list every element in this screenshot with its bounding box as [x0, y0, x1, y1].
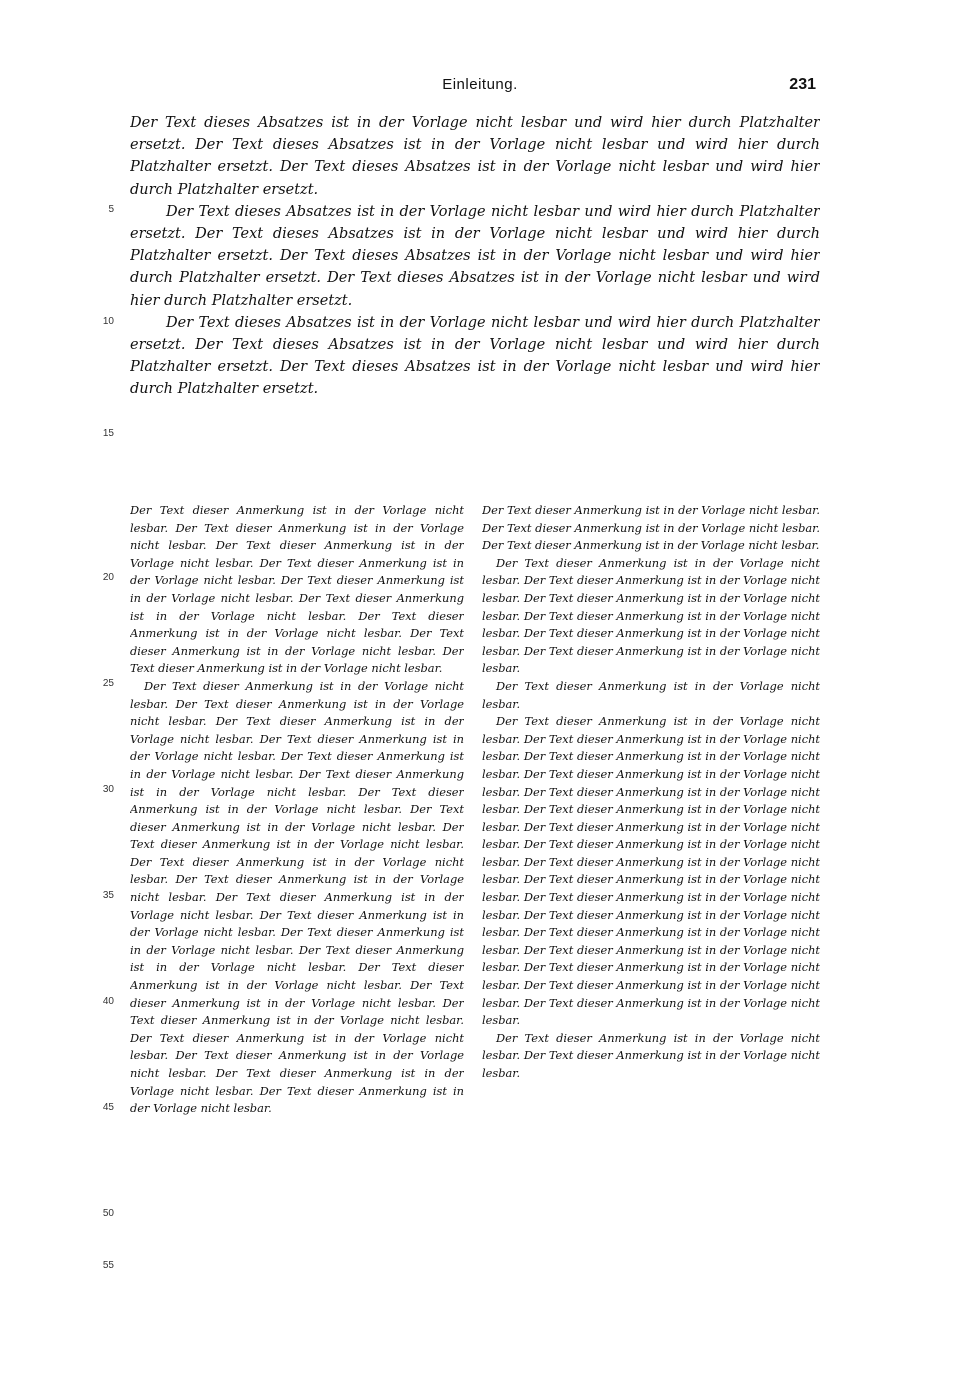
footnote: Der Text dieser Anmerkung ist in der Vorlage nicht lesbar. Der Text dieser Anmerkung ist in der Vorlage nicht lesbar. Der Text dieser Anmerkung ist in der Vorlage nicht lesbar. Der Text dieser Anmerkung ist in der Vorlage nicht lesbar. Der Text dieser Anmerkung ist in der Vorlage nicht lesbar. Der Text dieser Anmerkung ist in der Vorlage nicht lesbar. Der Text dieser Anmerkung ist in der Vorlage nicht lesbar. Der Text dieser Anmerkung ist in der Vorlage nicht lesbar. Der Text dieser Anmerkung ist in der Vorlage nicht lesbar. Der Text dieser Anmerkung ist in der Vorlage nicht lesbar. Der Text dieser Anmerkung ist in der Vorlage nicht lesbar. Der Text dieser Anmerkung ist in der Vorlage nicht lesbar. Der Text dieser Anmerkung ist in der Vorlage nicht lesbar. Der Text dieser Anmerkung ist in der Vorlage nicht lesbar. Der Text dieser Anmerkung ist in der Vorlage nicht lesbar. Der Text dieser Anmerkung ist in der Vorlage nicht lesbar. Der Text dieser Anmerkung ist in der Vorlage nicht lesbar.	[482, 714, 820, 1028]
line-number: 35	[102, 890, 114, 901]
footnotes-left-column	[130, 502, 464, 1272]
footnote: Der Text dieser Anmerkung ist in der Vorlage nicht lesbar. Der Text dieser Anmerkung ist in der Vorlage nicht lesbar. Der Text dieser Anmerkung ist in der Vorlage nicht lesbar. Der Text dieser Anmerkung ist in der Vorlage nicht lesbar. Der Text dieser Anmerkung ist in der Vorlage nicht lesbar. Der Text dieser Anmerkung ist in der Vorlage nicht lesbar. Der Text dieser Anmerkung ist in der Vorlage nicht lesbar. Der Text dieser Anmerkung ist in der Vorlage nicht lesbar. Der Text dieser Anmerkung ist in der Vorlage nicht lesbar.	[130, 503, 464, 676]
line-number: 25	[102, 678, 114, 689]
footnote: Der Text dieser Anmerkung ist in der Vorlage nicht lesbar. Der Text dieser Anmerkung ist in der Vorlage nicht lesbar. Der Text dieser Anmerkung ist in der Vorlage nicht lesbar. Der Text dieser Anmerkung ist in der Vorlage nicht lesbar. Der Text dieser Anmerkung ist in der Vorlage nicht lesbar. Der Text dieser Anmerkung ist in der Vorlage nicht lesbar. Der Text dieser Anmerkung ist in der Vorlage nicht lesbar. Der Text dieser Anmerkung ist in der Vorlage nicht lesbar. Der Text dieser Anmerkung ist in der Vorlage nicht lesbar. Der Text dieser Anmerkung ist in der Vorlage nicht lesbar. Der Text dieser Anmerkung ist in der Vorlage nicht lesbar. Der Text dieser Anmerkung ist in der Vorlage nicht lesbar. Der Text dieser Anmerkung ist in der Vorlage nicht lesbar. Der Text dieser Anmerkung ist in der Vorlage nicht lesbar. Der Text dieser Anmerkung ist in der Vorlage nicht lesbar. Der Text dieser Anmerkung ist in der Vorlage nicht lesbar. Der Text dieser Anmerkung ist in der Vorlage nicht lesbar. Der Text dieser Anmerkung ist in der Vorlage nicht lesbar. Der Text dieser Anmerkung ist in der Vorlage nicht lesbar. Der Text dieser Anmerkung ist in der Vorlage nicht lesbar. Der Text dieser Anmerkung ist in der Vorlage nicht lesbar. Der Text dieser Anmerkung ist in der Vorlage nicht lesbar.	[130, 678, 464, 1116]
line-number: 50	[102, 1208, 114, 1219]
line-number: 20	[102, 572, 114, 583]
main-paragraph: Der Text dieses Absatzes ist in der Vorlage nicht lesbar und wird hier durch Platzhalter ersetzt. Der Text dieses Absatzes ist in der Vorlage nicht lesbar und wird hier durch Platzhalter ersetzt. Der Text dieses Absatzes ist in der Vorlage nicht lesbar und wird hier durch Platzhalter ersetzt. Der Text dieses Absatzes ist in der Vorlage nicht lesbar und wird hier durch Platzhalter ersetzt.	[130, 203, 820, 309]
notes-divider	[130, 494, 820, 495]
running-title: Einleitung.	[442, 76, 518, 93]
line-number: 10	[102, 316, 114, 327]
main-paragraph: Der Text dieses Absatzes ist in der Vorlage nicht lesbar und wird hier durch Platzhalter ersetzt. Der Text dieses Absatzes ist in der Vorlage nicht lesbar und wird hier durch Platzhalter ersetzt. Der Text dieses Absatzes ist in der Vorlage nicht lesbar und wird hier durch Platzhalter ersetzt.	[130, 115, 820, 198]
footnote: Der Text dieser Anmerkung ist in der Vorlage nicht lesbar. Der Text dieser Anmerkung ist in der Vorlage nicht lesbar. Der Text dieser Anmerkung ist in der Vorlage nicht lesbar.	[482, 503, 820, 553]
notes-line-numbers	[90, 502, 118, 1272]
page-number: 231	[789, 76, 816, 93]
footnote: Der Text dieser Anmerkung ist in der Vorlage nicht lesbar. Der Text dieser Anmerkung ist in der Vorlage nicht lesbar.	[482, 1030, 820, 1080]
line-number: 5	[108, 204, 114, 215]
line-number: 55	[102, 1260, 114, 1271]
page-header	[0, 76, 960, 106]
line-number: 15	[102, 428, 114, 439]
footnotes-right-column	[482, 502, 820, 1272]
line-number: 40	[102, 996, 114, 1007]
main-line-numbers	[90, 112, 118, 482]
line-number: 30	[102, 784, 114, 795]
footnote: Der Text dieser Anmerkung ist in der Vorlage nicht lesbar. Der Text dieser Anmerkung ist in der Vorlage nicht lesbar. Der Text dieser Anmerkung ist in der Vorlage nicht lesbar. Der Text dieser Anmerkung ist in der Vorlage nicht lesbar. Der Text dieser Anmerkung ist in der Vorlage nicht lesbar. Der Text dieser Anmerkung ist in der Vorlage nicht lesbar.	[482, 555, 820, 676]
line-number: 45	[102, 1102, 114, 1113]
footnote: Der Text dieser Anmerkung ist in der Vorlage nicht lesbar.	[482, 678, 820, 711]
main-paragraph: Der Text dieses Absatzes ist in der Vorlage nicht lesbar und wird hier durch Platzhalter ersetzt. Der Text dieses Absatzes ist in der Vorlage nicht lesbar und wird hier durch Platzhalter ersetzt. Der Text dieses Absatzes ist in der Vorlage nicht lesbar und wird hier durch Platzhalter ersetzt.	[130, 314, 820, 398]
main-text	[130, 112, 820, 482]
